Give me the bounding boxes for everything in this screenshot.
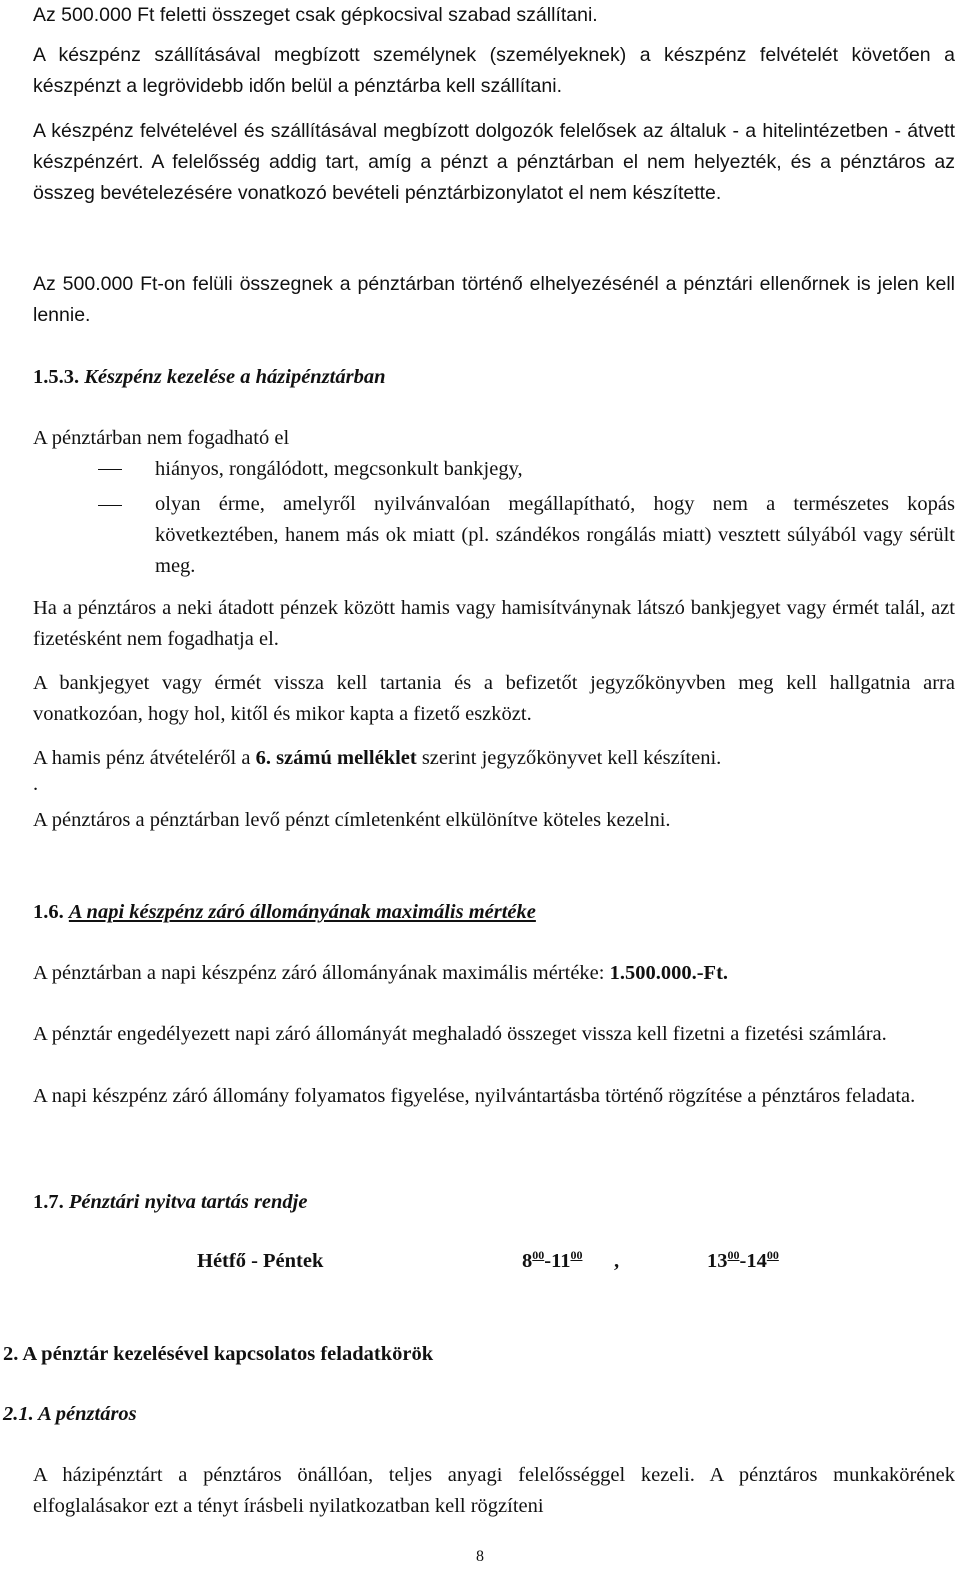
slot-to-hour: -14 xyxy=(739,1250,767,1272)
opening-slot-separator: , xyxy=(614,1250,620,1272)
paragraph-denomination-handling: A pénztáros a pénztárban levő pénzt címletenként elkülönítve köteles kezelni. xyxy=(33,809,671,831)
section-number: 1.7. xyxy=(33,1191,64,1213)
slot-to-hour: -11 xyxy=(544,1250,571,1272)
annex-text-pre: A hamis pénz átvételéről a xyxy=(33,747,256,769)
section-title: A napi készpénz záró állományának maximális mértéke xyxy=(68,901,536,923)
paragraph-controller-presence: Az 500.000 Ft-on felüli összegnek a pénztárban történő elhelyezésénél a pénztári ellenőrnek is jelen kell lennie. xyxy=(33,273,955,326)
paragraph-excess-repayment: A pénztár engedélyezett napi záró állományát meghaladó összeget vissza kell fizetni a fizetési számlára. xyxy=(33,1023,887,1045)
list-dash-icon xyxy=(98,469,122,470)
paragraph-not-accepted-intro: A pénztárban nem fogadható el xyxy=(33,427,290,449)
section-heading-1-6 xyxy=(33,897,536,927)
section-title: Pénztári nyitva tartás rendje xyxy=(68,1191,308,1213)
slot-to-minute: 00 xyxy=(766,1248,779,1262)
annex-text-post: szerint jegyzőkönyvet kell készíteni. xyxy=(416,747,722,769)
opening-slot-morning xyxy=(522,1246,582,1276)
paragraph-cash-responsibility-rest: A felelősség addig tart, amíg a pénzt a pénztárban el nem helyezték, és a pénztáros az összeg bevételezésére vonatkozó bevételi pénztárbizonylatot el nem készítette. xyxy=(33,151,955,204)
slot-from-minute: 00 xyxy=(727,1248,740,1262)
paragraph-cash-transport-time: A készpénz szállításával megbízott személynek (személyeknek) a készpénz felvételét követően a készpénzt a legrövidebb időn belül a pénztárba kell szállítani. xyxy=(33,44,955,97)
slot-from-hour: 8 xyxy=(522,1250,533,1272)
paragraph-annex-reference xyxy=(33,743,955,774)
list-dash-icon xyxy=(98,505,122,506)
annex-reference: 6. számú melléklet xyxy=(255,747,417,769)
paragraph-record-hearing: A bankjegyet vagy érmét vissza kell tartania és a befizetőt jegyzőkönyvben meg kell hallgatnia arra vonatkozóan, hogy hol, kitől és mikor kapta a fizető eszközt. xyxy=(33,672,955,725)
list-item: olyan érme, amelyről nyilvánvalóan megállapítható, hogy nem a természetes kopás következtében, hanem más ok miatt (pl. szándékos rongálás miatt) vesztett súlyából vagy sérült meg. xyxy=(155,493,955,577)
paragraph-cash-transport-vehicle: Az 500.000 Ft feletti összeget csak gépkocsival szabad szállítani. xyxy=(33,4,598,26)
paragraph-max-cash-limit xyxy=(33,958,955,989)
paragraph-counterfeit-money: Ha a pénztáros a neki átadott pénzek között hamis vagy hamisítványnak látszó bankjegyet vagy érmét talál, azt fizetésként nem fogadhatja el. xyxy=(33,597,955,650)
slot-to-minute: 00 xyxy=(570,1248,583,1262)
paragraph-cash-responsibility-sans: A készpénz felvételével és szállításával megbízott dolgozók felelősek az általuk - a hitelintézetben - átvett készpénzért. xyxy=(33,120,955,173)
max-cash-text: A pénztárban a napi készpénz záró állományának maximális mértéke: xyxy=(33,962,610,984)
section-heading-2: 2. A pénztár kezelésével kapcsolatos feladatkörök xyxy=(3,1343,434,1365)
max-cash-amount: 1.500.000.-Ft. xyxy=(609,962,729,984)
slot-from-minute: 00 xyxy=(532,1248,545,1262)
slot-from-hour: 13 xyxy=(707,1250,728,1272)
section-number: 1.5.3. xyxy=(33,366,80,388)
paragraph-monitoring-duty: A napi készpénz záró állomány folyamatos figyelése, nyilvántartásba történő rögzítése a pénztáros feladata. xyxy=(33,1085,916,1107)
section-heading-1-7 xyxy=(33,1187,307,1217)
opening-slot-afternoon xyxy=(707,1246,779,1276)
section-title: Készpénz kezelése a házipénztárban xyxy=(84,366,386,388)
page-number: 8 xyxy=(476,1548,484,1565)
paragraph-cashier-responsibility: A házipénztárt a pénztáros önállóan, teljes anyagi felelősséggel kezeli. A pénztáros munkakörének elfoglalásakor ezt a tényt írásbeli nyilatkozatban kell rögzíteni xyxy=(33,1464,955,1517)
list-item: hiányos, rongálódott, megcsonkult bankjegy, xyxy=(155,458,523,480)
stray-dot: . xyxy=(33,773,39,795)
opening-days: Hétfő - Péntek xyxy=(197,1250,324,1272)
section-number: 1.6. xyxy=(33,901,64,923)
paragraph-cash-responsibility xyxy=(33,116,955,209)
section-heading-1-5-3 xyxy=(33,362,386,392)
section-heading-2-1: 2.1. A pénztáros xyxy=(3,1403,137,1425)
